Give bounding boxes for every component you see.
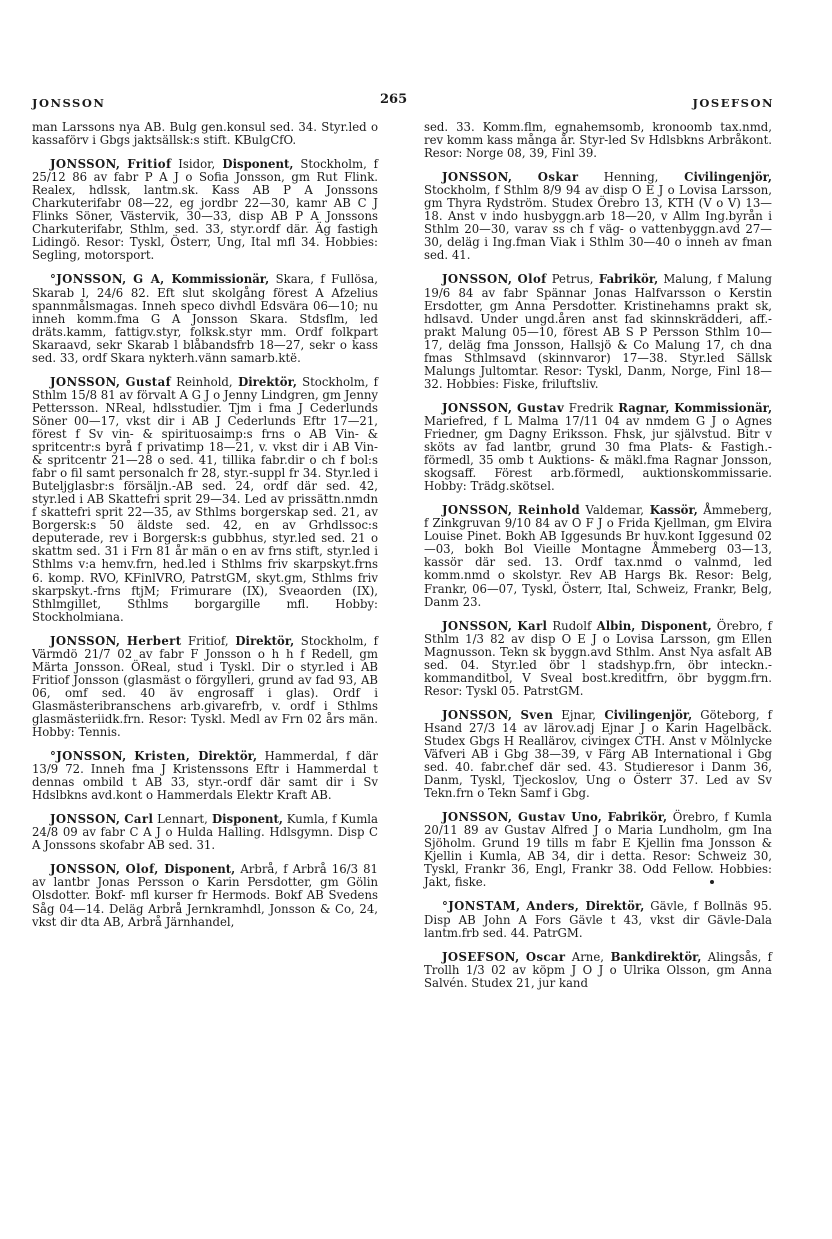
entry-title: Civilingenjör, bbox=[595, 707, 693, 722]
entry-surname: JONSSON, bbox=[50, 633, 121, 648]
entry-title: Disponent, bbox=[207, 812, 283, 827]
entry-title: Fabrikör, bbox=[593, 272, 659, 287]
entry-title: Uno, Fabrikör, bbox=[565, 810, 668, 825]
entry-text: Mariefred, f L Malma 17/11 04 av nmdem G J o Agnes Friedner, gm Dagny Eriksson. Fhsk, jur självstud. Bitr v sköts av fad lantbr, grund 30 fma Plats- & Fastigh.-förmedl, 35 omb t Auktions- & mäkl.fma Ragnar Jonsson, skogsaff. Förest arb.förmedl, auktionskommissarie. Hobby: Trädg.skötsel. bbox=[424, 413, 772, 494]
entry-title: Albin, Disponent, bbox=[591, 618, 712, 633]
biography-entry bbox=[424, 709, 772, 800]
entry-text: man Larssons nya AB. Bulg gen.konsul sed. 34. Styr.led o kassaförv i Gbgs jaktsällsk:s stift. KBulgCfO. bbox=[32, 120, 378, 148]
entry-surname: JONSSON, bbox=[442, 400, 513, 415]
biography-entry bbox=[32, 813, 378, 852]
entry-surname: JONSSON, bbox=[50, 157, 121, 172]
entry-continuation bbox=[32, 121, 378, 147]
ink-dot bbox=[710, 880, 714, 884]
entry-text: Stockholm, f Sthlm 8/9 94 av disp O E J o Lovisa Larsson, gm Thyra Rydström. Studex Örebro 13, KTH (V o V) 13—18. Anst v indo husbyggn.arb 18—20, v Allm Ing.byrån i Sthlm 20—30, varav ss ch f väg- o vattenbyggn.avd 27—30, deläg i Ing.fman Viak i Sthlm 30—40 o inneh av fman sed. 41. bbox=[424, 183, 772, 263]
biography-entry bbox=[32, 863, 378, 928]
entry-other-names: Lennart, bbox=[153, 812, 208, 827]
left-column bbox=[32, 121, 378, 940]
entry-text: Malung, f Malung 19/6 84 av fabr Spännar Jonas Halfvarsson o Kerstin Ersdotter, gm Anna Persdotter. Kristinehamns prakt sk, hdlsavd. Under ungd.åren anst fad skinnskrädderi, aff.-prakt Malung 05—10, förest AB S P Persson Sthlm 10—17, deläg fma Jonsson, Hallsjö & Co Malung 17, ch dna fmas Sthlmsavd (skinnvaror) 17—38. Styr.led Sällsk Malungs Jultomtar. Resor: Tyskl, Danm, Norge, Finl 18—32. Hobbies: Fiske, friluftsliv. bbox=[424, 272, 772, 391]
entry-surname: JONSSON, bbox=[442, 810, 513, 825]
entry-surname: JONSSON, bbox=[442, 618, 513, 633]
entry-first-name: G A, bbox=[133, 272, 165, 287]
entry-title: Bankdirektör, bbox=[603, 949, 702, 964]
entry-title: Direktör, bbox=[190, 749, 258, 764]
entry-title: Civilingenjör, bbox=[658, 170, 772, 185]
entry-title: Direktör, bbox=[579, 899, 645, 914]
entry-first-name: Anders, bbox=[526, 899, 580, 914]
entry-surname: °JONSTAM, bbox=[442, 899, 521, 914]
biography-entry bbox=[424, 811, 772, 889]
entry-first-name: Gustav bbox=[518, 810, 566, 825]
biography-entry bbox=[424, 504, 772, 608]
entry-first-name: Carl bbox=[124, 812, 154, 827]
biography-entry bbox=[32, 273, 378, 364]
entry-first-name: Oscar bbox=[525, 949, 566, 964]
entry-title: Ragnar, Kommissionär, bbox=[613, 400, 773, 415]
entry-text: Örebro, f Sthlm 1/3 82 av disp O E J o Lovisa Larsson, gm Ellen Magnusson. Tekn sk byggn.avd Sthlm. Anst Nya asfalt AB sed. 04. Styr.led öbr l stadshyp.frn, öbr inteckn.-kommanditbol, V Sveal bost.kreditfrn, öbr byggm.frn. Resor: Tyskl 05. PatrstGM. bbox=[424, 618, 772, 698]
entry-surname: JONSSON, bbox=[442, 272, 513, 287]
biography-entry bbox=[424, 900, 772, 939]
biography-entry bbox=[32, 635, 378, 739]
entry-text: Stockholm, f Värmdö 21/7 02 av fabr F Jonsson o h h f Redell, gm Märta Jonsson. ÖReal, stud i Tyskl. Dir o styr.led i AB Fritiof Jonsson (glasmäst o förgylleri, grund av fad 93, AB 06, omf sed. 40 äv engrosaff i glas). Ordf i Glasmästeribranschens arb.givarefrb, v. ordf i Sthlms glasmästeriidk.frn. Resor: Tyskl. Medl av Frn 02 års män. Hobby: Tennis. bbox=[32, 633, 379, 740]
entry-text: Örebro, f Kumla 20/11 89 av Gustav Alfred J o Maria Lundholm, gm Ina Sjöholm. Grund 19 tills m fabr E Kjellin fma Jonsson & Kjellin i Kumla, AB 34, dir i detta. Resor: Schweiz 30, Tyskl, Frankr 36, Engl, Frankr 38. Odd Fellow. Hobbies: Jakt, fiske. bbox=[424, 810, 772, 890]
biography-entry bbox=[424, 620, 772, 698]
biography-entry bbox=[32, 750, 378, 802]
entry-text: Kumla, f Kumla 24/8 09 av fabr C A J o Hulda Halling. Hdlsgymn. Disp C A Jonssons skofabr AB sed. 31. bbox=[32, 812, 379, 853]
entry-title: Kommissionär, bbox=[164, 272, 270, 287]
entry-continuation bbox=[424, 121, 772, 160]
entry-first-name: Reinhold bbox=[517, 503, 581, 518]
entry-text: Alingsås, f Trollh 1/3 02 av köpm J O J o Ulrika Olsson, gm Anna Salvén. Studex 21, jur kand bbox=[424, 949, 772, 990]
entry-text: Göteborg, f Hsand 27/3 14 av lärov.adj Ejnar J o Karin Hagelbäck. Studex Gbgs H Reallärov, civingex CTH. Anst v Mölnlycke Väfveri AB i Gbg 38—39, v Färg AB International i Gbg sed. 40. fabr.chef där sed. 43. Studieresor i Danm 36, Danm, Tyskl, Tjeckoslov, Ung o Österr 37. Led av Sv Tekn.frn o Tekn Samf i Gbg. bbox=[424, 707, 772, 801]
page-number: 265 bbox=[380, 92, 408, 107]
entry-surname: JONSSON, bbox=[442, 707, 513, 722]
running-head-right: JOSEFSON bbox=[692, 96, 774, 110]
entry-surname: JONSSON, bbox=[50, 812, 121, 827]
entry-first-name: Gustav bbox=[516, 400, 565, 415]
biography-entry bbox=[424, 171, 772, 262]
entry-other-names: Petrus, bbox=[546, 272, 594, 287]
entry-text: Gävle, f Bollnäs 95. Disp AB John A Fors Gävle t 43, vkst dir Gävle-Dala lantm.frb sed. 44. PatrGM. bbox=[424, 899, 772, 940]
entry-first-name: Kristen, bbox=[134, 749, 191, 764]
entry-text: Stockholm, f Sthlm 15/8 81 av förvalt A G J o Jenny Lindgren, gm Jenny Pettersson. NReal, hdlsstudier. Tjm i fma J Cederlunds Söner 00—17, vkst dir i AB J Cederlunds Eftr 17—21, förest f Sv vin- & spirituosaimp:s frns o AB Vin- & spritcentr:s byrå f privatimp 18—21, v. vkst dir i AB Vin- & spritcentr 21—28 o sed. 41, tillika fabr.dir o ch f bol:s fabr o fil samt personalch fr 28, styr.-suppl fr 34. Styr.led i Buteljglasbr:s försäljn.-AB sed. 24, ordf där sed. 42, styr.led i AB Skattefri sprit 29—34. Led av prissättn.nmdn f skattefri sprit 22—35, av Sthlms borgerskap sed. 21, av Borgersk:s 50 äldste sed. 42, en av Grhdlssoc:s deputerade, rev i Borgersk:s gubbhus, styr.led sed. 21 o skattm sed. 31 i Frn 81 år män o en av frns stift, styr.led i Sthlms v:a hemv.frn, hed.led i Sthlms friv skarpskyt.frns 6. komp. RVO, KFinlVRO, PatrstGM, skyt.gm, Sthlms friv skarpskyt.-frns ftjM; Frimurare (IX), Sveaorden (IX), Sthlmgillet, Sthlms borgargille mfl. Hobby: Stockholmiana. bbox=[32, 374, 379, 624]
entry-first-name: Sven bbox=[520, 707, 554, 722]
entry-other-names: Reinhold, bbox=[171, 374, 233, 389]
entry-other-names: Ejnar, bbox=[553, 707, 596, 722]
entry-title: Direktör, bbox=[228, 633, 295, 648]
entry-first-name: Gustaf bbox=[125, 374, 172, 389]
entry-first-name: Oskar bbox=[537, 170, 579, 185]
biography-entry bbox=[32, 158, 378, 262]
biography-entry bbox=[424, 951, 772, 990]
entry-text: Stockholm, f 25/12 86 av fabr P A J o Sofia Jonsson, gm Rut Flink. Realex, hdlssk, lantm.sk. Kass AB P A Jonssons Charkuterifabr 08—22, eg jordbr 22—30, kamr AB C J Flinks Söner, Västervik, 30—33, disp AB P A Jonssons Charkuterifabr, Sthlm, sed. 33, styr.ordf där. Äg fastigh Lidingö. Resor: Tyskl, Österr, Ung, Ital mfl 34. Hobbies: Segling, motorsport. bbox=[32, 157, 378, 263]
entry-text: sed. 33. Komm.flm, egnahemsomb, kronoomb tax.nmd, rev komm kass många år. Styr-led Sv Hdlsbkns Arbråkont. Resor: Norge 08, 39, Finl 39. bbox=[424, 120, 772, 161]
right-column bbox=[424, 121, 772, 1001]
entry-other-names: Fredrik bbox=[564, 400, 614, 415]
biography-entry bbox=[424, 402, 772, 493]
entry-text: Skara, f Fullösa, Skarab l, 24/6 82. Eft slut skolgång förest A Afzelius spannmålsmagas. Inneh speco divhdl Edsvära 06—10; nu inneh komm.fma G A Jonsson Skara. Stdsflm, led dräts.kamm, fattigv.styr, folksk.styr mm. Ordf folkpart Skaraavd, sekr Skarab l blåbandsfrb 18—27, sekr o kass sed. 33, ordf Skara nykterh.vänn samarb.ktë. bbox=[32, 272, 378, 365]
entry-other-names: Isidor, bbox=[171, 157, 216, 172]
entry-other-names: Henning, bbox=[578, 170, 659, 185]
entry-first-name: Olof, bbox=[125, 862, 159, 877]
entry-first-name: Fritiof bbox=[127, 157, 172, 172]
entry-title: Disponent, bbox=[215, 157, 294, 172]
entry-surname: JONSSON, bbox=[442, 503, 513, 518]
entry-text: Arbrå, f Arbrå 16/3 81 av lantbr Jonas Persson o Karin Persdotter, gm Gölin Olsdotter. Bokf- mfl kurser fr Hermods. Bokf AB Svedens Såg 04—14. Deläg Arbrå Jernkramhdl, Jonsson & Co, 24, vkst dir dta AB, Arbrå Järnhandel, bbox=[32, 862, 378, 929]
page-header bbox=[32, 92, 774, 112]
entry-first-name: Olof bbox=[517, 272, 547, 287]
entry-text: Åmmeberg, f Zinkgruvan 9/10 84 av O F J o Frida Kjellman, gm Elvira Louise Pinet. Bokh AB Iggesunds Br huv.kont Iggesund 02—03, bokh Bol Vieille Montagne Åmmeberg 03—13, kassör där sed. 13. Ordf tax.nmd o valnmd, led komm.nmd o skolstyr. Rev AB Hargs Bk. Resor: Belg, Frankr, 06—07, Tyskl, Österr, Ital, Schweiz, Frankr, Belg, Danm 23. bbox=[424, 503, 772, 609]
running-head-left: JONSSON bbox=[32, 96, 106, 110]
entry-text: Hammerdal, f där 13/9 72. Inneh fma J Kristenssons Eftr i Hammerdal t dennas ombild t AB 33, styr.-ordf där samt dir i Sv Hdslbkns avd.kont o Hammerdals Elektr Kraft AB. bbox=[32, 749, 378, 803]
entry-title: Kassör, bbox=[644, 503, 698, 518]
entry-first-name: Karl bbox=[517, 618, 548, 633]
entry-other-names: Valdemar, bbox=[580, 503, 645, 518]
entry-other-names: Arne, bbox=[565, 949, 604, 964]
entry-surname: JONSSON, bbox=[50, 862, 121, 877]
biography-entry bbox=[32, 376, 378, 624]
biography-entry bbox=[424, 273, 772, 390]
entry-title: Direktör, bbox=[232, 374, 297, 389]
entry-surname: °JONSSON, bbox=[50, 749, 127, 764]
entry-first-name: Herbert bbox=[126, 633, 182, 648]
entry-surname: °JONSSON, bbox=[50, 272, 127, 287]
entry-surname: JOSEFSON, bbox=[442, 949, 520, 964]
entry-other-names: Rudolf bbox=[547, 618, 592, 633]
entry-other-names: Fritiof, bbox=[181, 633, 229, 648]
entry-title: Disponent, bbox=[158, 862, 236, 877]
entry-surname: JONSSON, bbox=[50, 374, 121, 389]
entry-surname: JONSSON, bbox=[442, 170, 513, 185]
